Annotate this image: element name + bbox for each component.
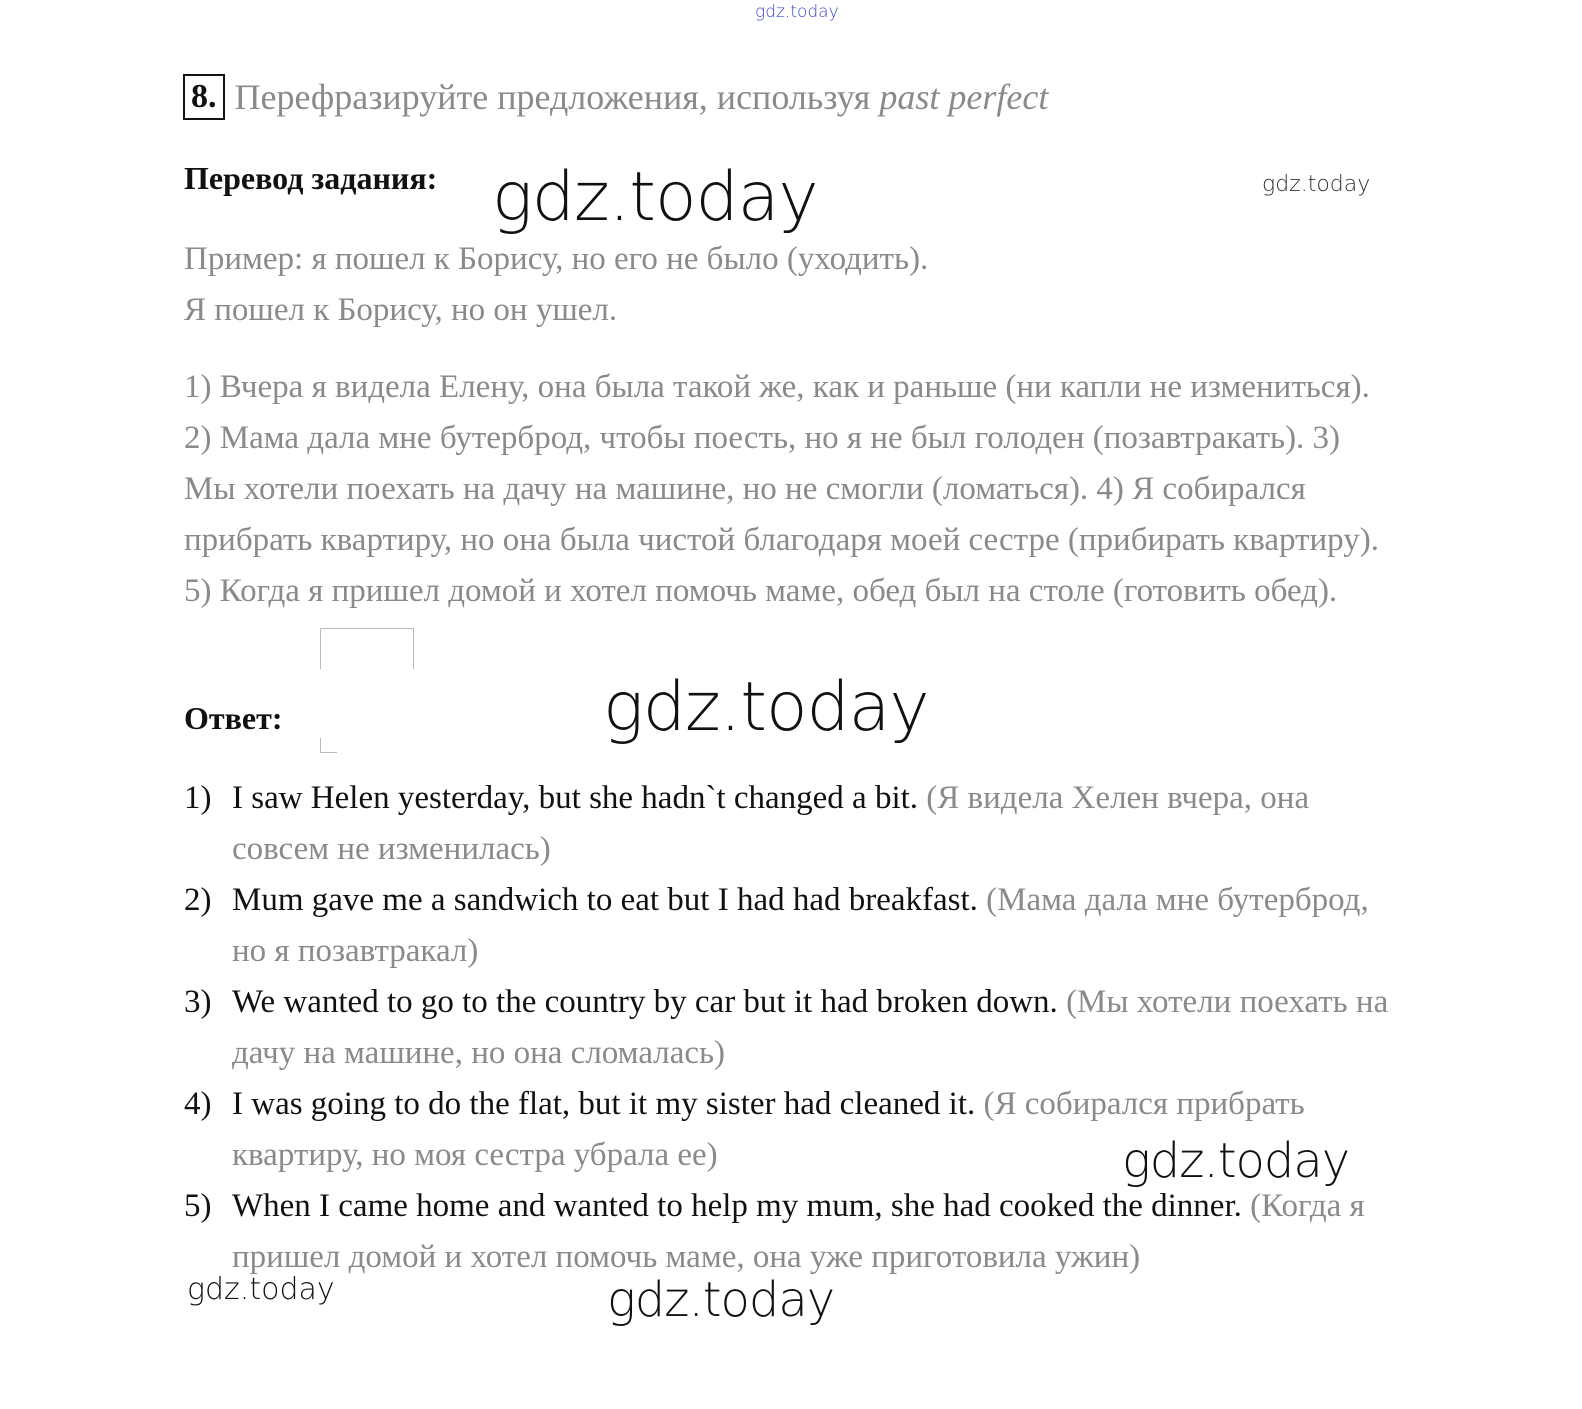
task-instruction xyxy=(235,76,1049,118)
answer-russian: (Я собирался прибрать квартиру, но моя сестра убрала ее) xyxy=(232,1086,1305,1173)
answer-english: We wanted to go to the country by car but it had broken down. xyxy=(232,984,1058,1020)
example-line-2: Я пошел к Борису, но он ушел. xyxy=(184,292,618,328)
task-header xyxy=(183,74,1048,120)
watermark-medium-bottom: gdz.today xyxy=(607,1272,835,1328)
edit-mark xyxy=(320,738,337,753)
answer-russian: (Я видела Хелен вчера, она совсем не изменилась) xyxy=(232,780,1310,867)
example-line-1: Пример: я пошел к Борису, но его не было (уходить). xyxy=(184,241,929,277)
answer-item xyxy=(184,977,1394,1079)
edit-mark xyxy=(320,628,414,669)
task-instruction-emphasis: past perfect xyxy=(879,77,1049,117)
answer-english: I saw Helen yesterday, but she hadn`t changed a bit. xyxy=(232,780,919,816)
answer-number: 5) xyxy=(184,1188,212,1224)
answer-item xyxy=(184,773,1394,875)
answer-list xyxy=(184,773,1394,1283)
answer-russian: (Мы хотели поехать на дачу на машине, но она сломалась) xyxy=(232,984,1389,1071)
task-instruction-text: Перефразируйте предложения, используя xyxy=(234,77,871,117)
translation-heading: Перевод задания: xyxy=(184,160,438,196)
example-block xyxy=(184,234,1384,336)
watermark-large-center: gdz.today xyxy=(603,668,929,747)
task-number: 8. xyxy=(183,74,225,120)
answer-item xyxy=(184,1079,1394,1181)
watermark-medium-right: gdz.today xyxy=(1122,1133,1350,1189)
answer-item xyxy=(184,875,1394,977)
answer-number: 1) xyxy=(184,780,212,816)
answer-english: Mum gave me a sandwich to eat but I had had breakfast. xyxy=(232,882,978,918)
task-translation: 1) Вчера я видела Елену, она была такой же, как и раньше (ни капли не измениться). 2) Мама дала мне бутерброд, чтобы поесть, но я не был голоден (позавтракать). 3) Мы хотели поехать на дачу на машине, но не смогли (ломаться). 4) Я собирался прибрать квартиру, но она была чистой благодаря моей сестре (прибирать квартиру). 5) Когда я пришел домой и хотел помочь маме, обед был на столе (готовить обед). xyxy=(184,369,1379,609)
watermark-large: gdz.today xyxy=(492,158,818,237)
answer-number: 4) xyxy=(184,1086,212,1122)
answer-english: When I came home and wanted to help my mum, she had cooked the dinner. xyxy=(232,1188,1242,1224)
answer-heading: Ответ: xyxy=(184,700,283,736)
watermark-top: gdz.today xyxy=(755,2,839,22)
answer-number: 2) xyxy=(184,882,212,918)
watermark-small-right: gdz.today xyxy=(1262,172,1371,197)
answer-number: 3) xyxy=(184,984,212,1020)
answer-russian: (Мама дала мне бутерброд, но я позавтракал) xyxy=(232,882,1369,969)
answer-russian: (Когда я пришел домой и хотел помочь маме, она уже приготовила ужин) xyxy=(232,1188,1365,1275)
answer-english: I was going to do the flat, but it my sister had cleaned it. xyxy=(232,1086,976,1122)
watermark-small-left: gdz.today xyxy=(187,1272,335,1307)
answer-item xyxy=(184,1181,1394,1283)
